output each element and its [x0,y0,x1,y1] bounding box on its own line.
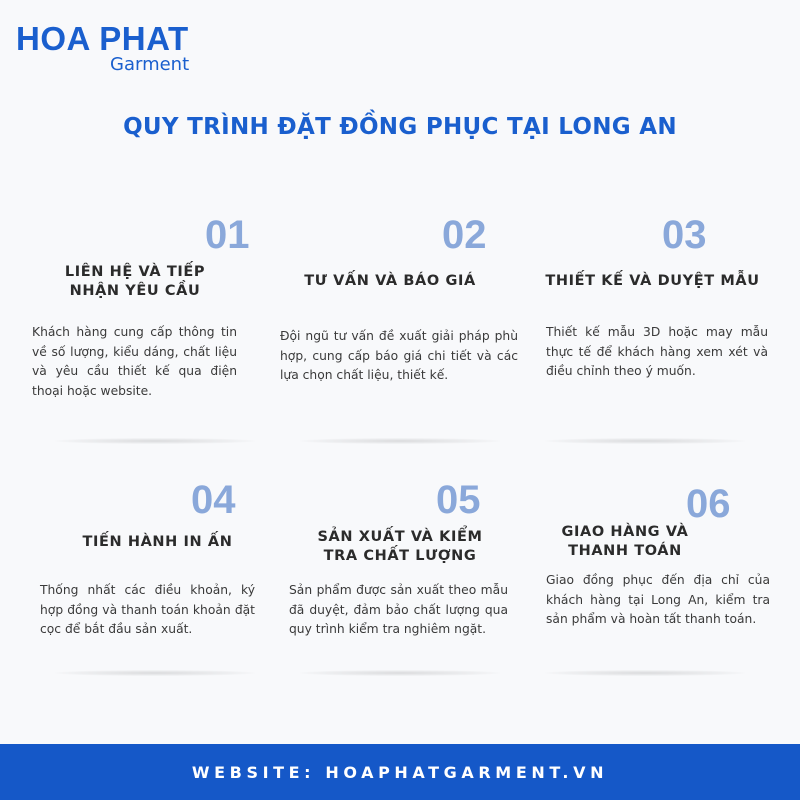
brand-sub: Garment [110,54,190,75]
card-shadow [55,438,255,444]
card-shadow [545,438,745,444]
footer-bar [0,744,800,800]
card-shadow [545,670,745,676]
step-heading: GIAO HÀNG VÀ THANH TOÁN [561,524,689,559]
card-shadow [300,438,500,444]
step-number: 02 [442,213,487,257]
step-heading: THIẾT KẾ VÀ DUYỆT MẪU [545,273,760,289]
step-number: 06 [686,482,731,526]
step-description: Thiết kế mẫu 3D hoặc may mẫu thực tế để khách hàng xem xét và điều chỉnh theo ý muốn. [546,325,768,378]
step-number: 05 [436,478,481,522]
website-link[interactable]: WEBSITE: HOAPHATGARMENT.VN [191,762,609,782]
step-number: 03 [662,213,707,257]
step-number: 04 [191,478,236,522]
card-shadow [300,670,500,676]
step-heading: TIẾN HÀNH IN ẤN [82,534,233,550]
step-heading: TƯ VẤN VÀ BÁO GIÁ [304,273,476,289]
step-description: Khách hàng cung cấp thông tin về số lượng, kiểu dáng, chất liệu và yêu cầu thiết kế qua điện thoại hoặc website. [32,325,237,398]
step-description: Đội ngũ tư vấn đề xuất giải pháp phù hợp, cung cấp báo giá chi tiết và các lựa chọn chất liệu, thiết kế. [280,329,518,382]
step-description: Sản phẩm được sản xuất theo mẫu đã duyệt, đảm bảo chất lượng qua quy trình kiểm tra nghiêm ngặt. [289,583,508,636]
brand-name: HOA PHAT [16,20,189,57]
step-number: 01 [205,213,250,257]
card-shadow [55,670,255,676]
step-description: Giao đồng phục đến địa chỉ của khách hàng tại Long An, kiểm tra sản phẩm và hoàn tất thanh toán. [546,573,770,626]
step-description: Thống nhất các điều khoản, ký hợp đồng và thanh toán khoản đặt cọc để bắt đầu sản xuất. [40,583,255,636]
step-heading: LIÊN HỆ VÀ TIẾP NHẬN YÊU CẦU [64,264,206,299]
step-heading: SẢN XUẤT VÀ KIỂM TRA CHẤT LƯỢNG [317,529,483,564]
brand-logo[interactable] [16,20,190,75]
page-title: QUY TRÌNH ĐẶT ĐỒNG PHỤC TẠI LONG AN [123,114,677,140]
